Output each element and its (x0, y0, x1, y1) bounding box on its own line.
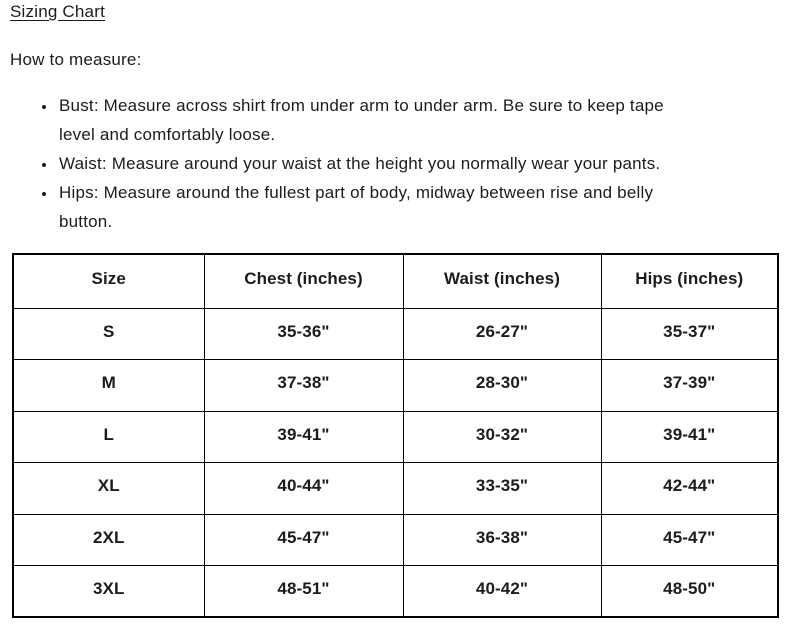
table-cell: 33-35" (403, 463, 601, 515)
list-item-text: Bust: Measure across shirt from under arm to under arm. Be sure to keep tape level and comfortably loose. (59, 96, 664, 144)
table-row-s (13, 308, 778, 360)
table-cell: 48-51" (204, 566, 403, 618)
table-cell: 28-30" (403, 360, 601, 412)
table-row-xl (13, 463, 778, 515)
size-table (12, 253, 779, 618)
header-hips: Hips (inches) (601, 254, 778, 308)
table-cell: S (13, 308, 204, 360)
list-item-hips (57, 178, 700, 236)
header-waist: Waist (inches) (403, 254, 601, 308)
table-row-3xl (13, 566, 778, 618)
table-cell: 40-42" (403, 566, 601, 618)
header-chest: Chest (inches) (204, 254, 403, 308)
table-cell: XL (13, 463, 204, 515)
page-title: Sizing Chart (10, 2, 105, 21)
table-cell: 2XL (13, 514, 204, 566)
table-row-2xl (13, 514, 778, 566)
table-cell: 48-50" (601, 566, 778, 618)
list-item-text: Waist: Measure around your waist at the height you normally wear your pants. (59, 154, 661, 173)
list-item-waist (57, 149, 700, 178)
table-cell: 42-44" (601, 463, 778, 515)
header-size: Size (13, 254, 204, 308)
table-cell: 35-37" (601, 308, 778, 360)
table-cell: 3XL (13, 566, 204, 618)
table-cell: 35-36" (204, 308, 403, 360)
table-cell: 30-32" (403, 411, 601, 463)
table-cell: 37-38" (204, 360, 403, 412)
table-cell: 26-27" (403, 308, 601, 360)
table-cell: L (13, 411, 204, 463)
table-cell: 45-47" (601, 514, 778, 566)
measure-instructions-list (10, 91, 700, 236)
table-cell: M (13, 360, 204, 412)
table-row-m (13, 360, 778, 412)
table-header-row (13, 254, 778, 308)
list-item-text: Hips: Measure around the fullest part of body, midway between rise and belly button. (59, 183, 654, 231)
table-row-l (13, 411, 778, 463)
table-cell: 36-38" (403, 514, 601, 566)
list-item-bust (57, 91, 700, 149)
how-to-measure-label: How to measure: (10, 50, 142, 69)
table-cell: 39-41" (601, 411, 778, 463)
table-cell: 37-39" (601, 360, 778, 412)
table-cell: 39-41" (204, 411, 403, 463)
table-cell: 45-47" (204, 514, 403, 566)
table-cell: 40-44" (204, 463, 403, 515)
